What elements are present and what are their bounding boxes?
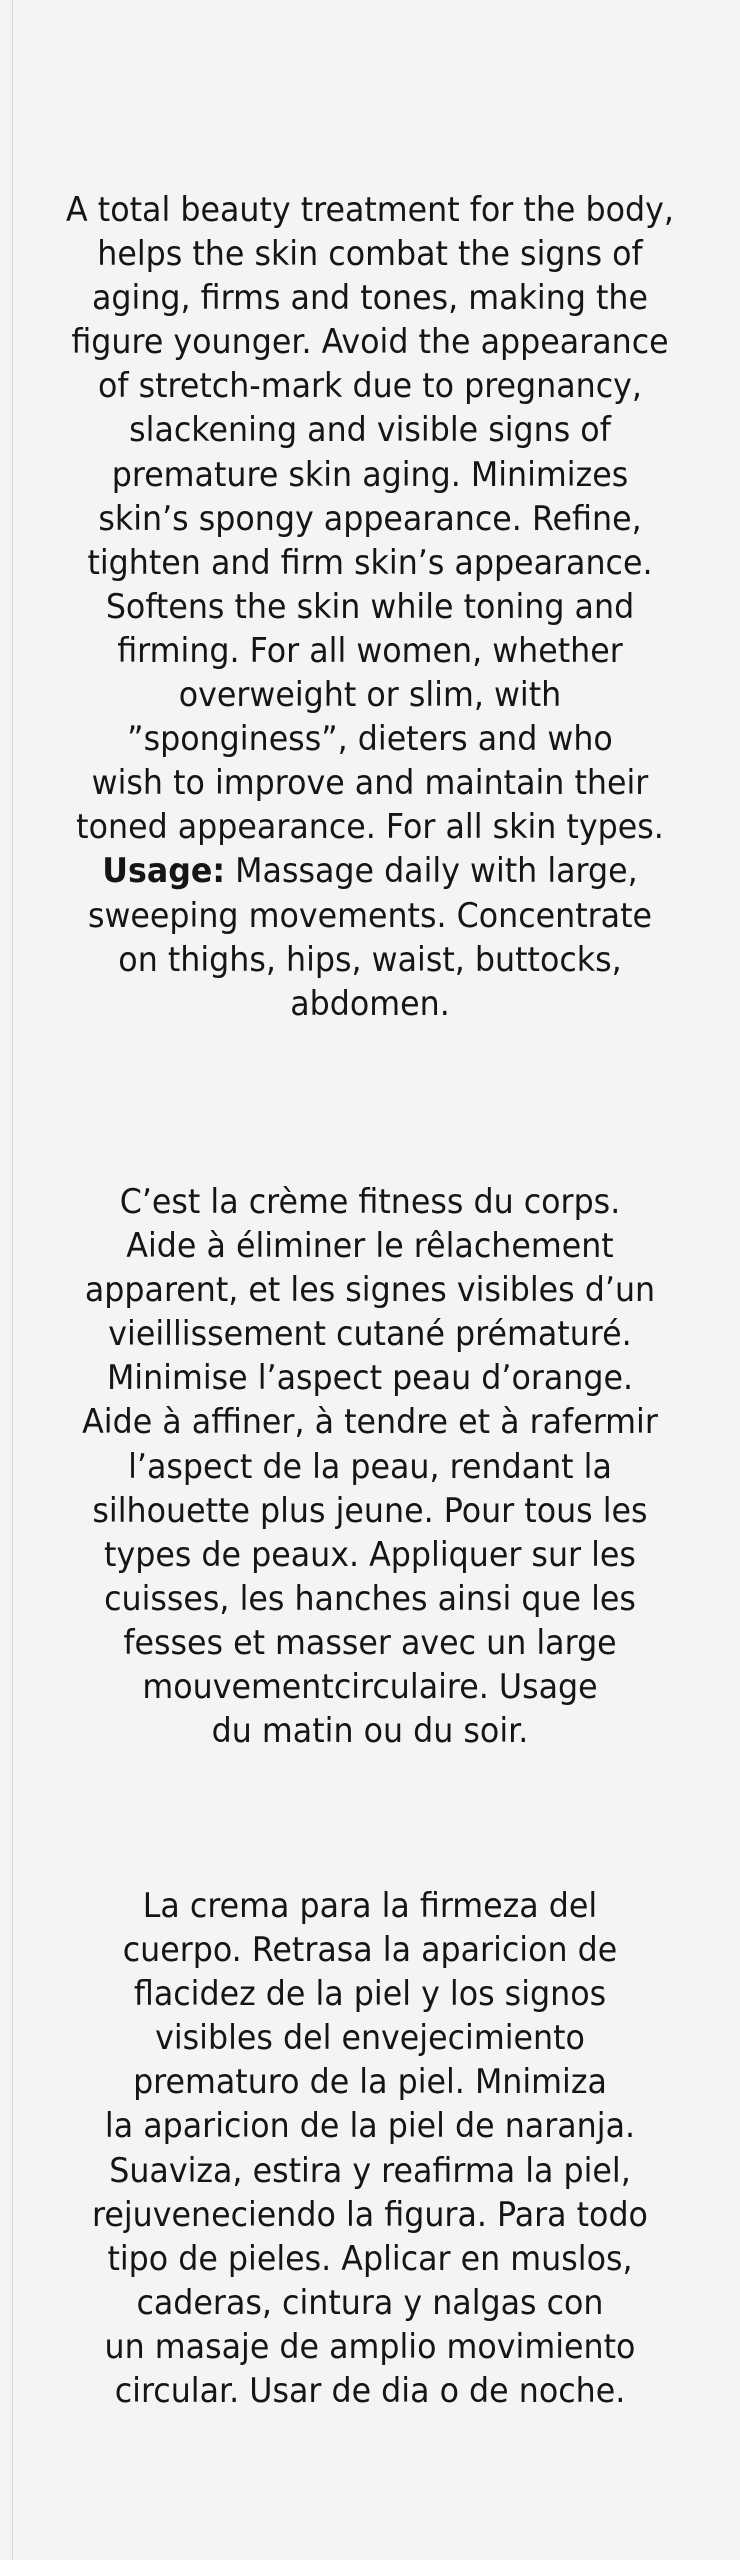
english-line: skin’s spongy appearance. Refine, [98,498,642,538]
french-line: apparent, et les signes visibles d’un [84,1270,656,1310]
english-line: ”sponginess”, dieters and who [127,719,613,759]
english-line: tighten and firm skin’s appearance. [87,542,653,582]
french-line: du matin ou du soir. [211,1711,529,1751]
french-line: Minimise l’aspect peau d’orange. [106,1358,634,1398]
spanish-line: tipo de pieles. Aplicar en muslos, [107,2238,633,2278]
french-line: silhouette plus jeune. Pour tous les [92,1490,648,1530]
english-description [0,188,740,1026]
english-line: aging, firms and tones, making the [91,278,649,318]
spanish-line: visibles del envejecimiento [155,2018,585,2058]
french-line: vieillissement cutané prématuré. [108,1314,632,1354]
usage-label: Usage: [102,851,226,891]
french-line: mouvementcirculaire. Usage [142,1667,598,1707]
usage-line: abdomen. [290,983,450,1023]
english-line: premature skin aging. Minimizes [111,454,629,494]
spanish-line: cuerpo. Retrasa la aparicion de [122,1930,618,1970]
french-line: cuisses, les hanches ainsi que les [104,1578,636,1618]
usage-text: Massage daily with large, [225,851,638,891]
french-line: types de peaux. Appliquer sur les [104,1534,636,1574]
spanish-line: rejuveneciendo la figura. Para todo [92,2194,648,2234]
english-line: overweight or slim, with [178,675,562,715]
english-line: wish to improve and maintain their [91,763,649,803]
english-line: toned appearance. For all skin types. [76,807,664,847]
french-line: Aide à affiner, à tendre et à rafermir [82,1402,658,1442]
english-line: firming. For all women, whether [117,630,623,670]
spanish-line: circular. Usar de dia o de noche. [114,2371,626,2411]
spanish-line: prematuro de la piel. Mnimiza [133,2062,607,2102]
spanish-description [0,1884,740,2413]
french-line: C’est la crème fitness du corps. [119,1182,621,1221]
english-line: figure younger. Avoid the appearance [71,322,669,362]
english-line: slackening and visible signs of [129,410,611,450]
usage-line [20,849,720,893]
spanish-line: la aparicion de la piel de naranja. [104,2106,636,2146]
english-line: of stretch-mark due to pregnancy, [97,366,643,406]
usage-line: sweeping movements. Concentrate [87,895,653,935]
english-line: Softens the skin while toning and [105,586,635,626]
french-line: l’aspect de la peau, rendant la [128,1446,612,1486]
spanish-line: Suaviza, estira y reafirma la piel, [109,2150,631,2190]
french-description [0,1180,740,1753]
spanish-line: un masaje de amplio movimiento [104,2326,636,2366]
english-line: helps the skin combat the signs of [97,234,643,274]
spanish-line: flacidez de la piel y los signos [133,1974,607,2014]
french-line: fesses et masser avec un large [123,1622,617,1662]
english-line: A total beauty treatment for the body, [66,190,674,229]
usage-line: on thighs, hips, waist, buttocks, [118,939,622,979]
french-line: Aide à éliminer le rêlachement [126,1226,614,1266]
spanish-line: La crema para la firmeza del [142,1886,598,1925]
spanish-line: caderas, cintura y nalgas con [136,2282,604,2322]
